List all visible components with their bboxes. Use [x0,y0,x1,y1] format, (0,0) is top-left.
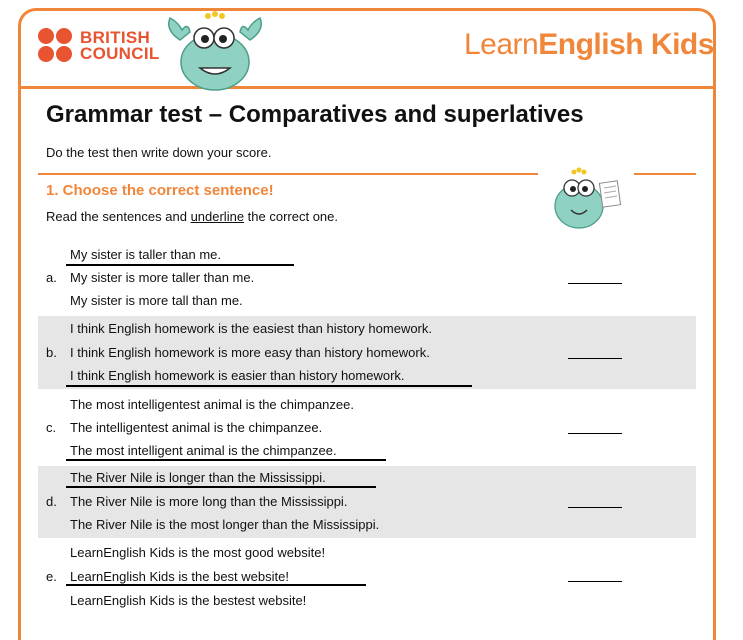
page-title: Grammar test – Comparatives and superlatives [46,101,584,128]
item-d-option-1[interactable]: The River Nile is longer than the Mississippi. [70,470,326,485]
question-heading: 1. Choose the correct sentence! [46,182,274,199]
item-c-option-3[interactable]: The most intelligent animal is the chimpanzee. [70,443,337,458]
item-a-answer-blank[interactable] [568,283,622,284]
section-divider-left [38,173,538,175]
item-e-letter: e. [46,569,57,584]
british-council-dots-icon [38,28,74,64]
item-b-answer-blank[interactable] [568,358,622,359]
intro-text: Do the test then write down your score. [46,145,272,160]
british-council-logo [38,28,160,64]
item-c-option-2[interactable]: The intelligentest animal is the chimpanzee. [70,420,323,435]
item-e-underline [66,584,366,586]
monster-mascot-icon [160,10,270,92]
item-b-option-2[interactable]: I think English homework is more easy than history homework. [70,345,430,360]
item-c-option-1[interactable]: The most intelligentest animal is the chimpanzee. [70,397,354,412]
item-a-option-3[interactable]: My sister is more tall than me. [70,293,243,308]
item-a-option-2[interactable]: My sister is more taller than me. [70,270,255,285]
question-instructions: Read the sentences and underline the correct one. [46,209,339,224]
section-divider-right [634,173,696,175]
learnenglish-kids-logo: LearnEnglish Kids [464,28,714,61]
item-e-option-3[interactable]: LearnEnglish Kids is the bestest website! [70,593,307,608]
monster-holding-paper-icon [545,164,625,232]
item-a-letter: a. [46,270,57,285]
item-c-underline [66,459,386,461]
bc-logo-line2: COUNCIL [80,44,160,63]
item-b-option-1[interactable]: I think English homework is the easiest than history homework. [70,321,433,336]
item-d-letter: d. [46,494,57,509]
item-e-option-2[interactable]: LearnEnglish Kids is the best website! [70,569,289,584]
item-d-answer-blank[interactable] [568,507,622,508]
item-b-underline [66,385,472,387]
item-d-option-3[interactable]: The River Nile is the most longer than the Mississippi. [70,517,380,532]
item-c-answer-blank[interactable] [568,433,622,434]
item-a-underline [66,264,294,266]
header-divider [18,86,716,89]
bc-logo-line1: BRITISH [80,28,151,47]
item-b-option-3[interactable]: I think English homework is easier than history homework. [70,368,405,383]
item-e-answer-blank[interactable] [568,581,622,582]
item-c-letter: c. [46,420,57,435]
item-e-option-1[interactable]: LearnEnglish Kids is the most good website! [70,545,326,560]
item-a-option-1[interactable]: My sister is taller than me. [70,247,221,262]
item-b-letter: b. [46,345,57,360]
item-d-underline [66,486,376,488]
item-d-option-2[interactable]: The River Nile is more long than the Mississippi. [70,494,348,509]
